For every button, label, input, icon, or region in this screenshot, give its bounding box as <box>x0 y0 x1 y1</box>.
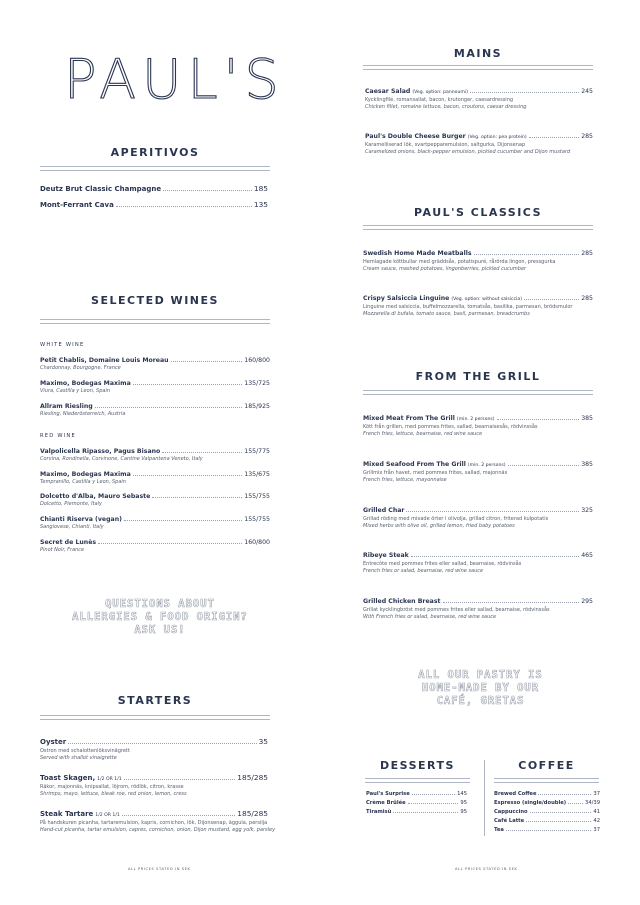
item-price: 285 <box>581 295 593 302</box>
item-name: Grilled Chicken Breast <box>363 598 441 605</box>
item-option: 1/2 OR 1/1 <box>95 813 120 818</box>
item-name: Tea <box>494 827 504 833</box>
wine-price: 135/675 <box>244 471 270 478</box>
item-price: 325 <box>581 507 593 514</box>
aperitivo-item <box>40 200 268 209</box>
grill-item <box>363 598 593 620</box>
notice-line: HOME-MADE BY OUR <box>421 682 540 694</box>
item-desc-sv: Kött från grillen, med pommes frites, sallad, bearnaisesås, rödvinssås <box>363 424 538 430</box>
wine-name: Secret de Lunès <box>40 539 97 546</box>
aperitivo-item <box>40 184 268 193</box>
item-name: Steak Tartare <box>40 810 94 818</box>
white-wine-heading: WHITE WINE <box>40 342 85 348</box>
item-desc-sv: Grillmix från havet, med pommes frites, sallad, majonnäs <box>363 470 508 476</box>
item-price: 385 <box>581 415 593 422</box>
wine-item <box>40 403 270 417</box>
wine-name: Petit Chablis, Domaine Louis Moreau <box>40 357 169 364</box>
wine-desc: Pinot Noir, France <box>40 547 85 553</box>
price-footnote: ALL PRICES STATED IN SEK <box>128 867 191 871</box>
wine-name: Maximo, Bodegas Maxima <box>40 380 131 387</box>
item-desc-en: French fries, lettuce, mayonnaise <box>363 477 447 483</box>
item-desc-sv: Karamelliserad lök, svartpepparemulsion, saltgurka, Dijonsenap <box>365 142 526 148</box>
grill-item <box>363 552 593 574</box>
item-price: 465 <box>581 552 593 559</box>
item-price: 245 <box>581 88 593 95</box>
starters-rule <box>40 715 270 720</box>
item-price: 37 <box>593 791 600 797</box>
item-desc-en: French fries or salad, bearnaise, red wine sauce <box>363 568 484 574</box>
wine-price: 135/725 <box>244 380 270 387</box>
grill-rule <box>363 390 593 395</box>
notice-line: ALLERGIES & FOOD ORIGIN? <box>72 611 248 623</box>
item-price: 285 <box>581 250 593 257</box>
item-desc-en: French fries, lettuce, bearnaise, red wine sauce <box>363 431 483 437</box>
classic-item <box>363 250 593 272</box>
item-desc-en: Hand-cut picanha, tartar emulsion, capres, cornichon, onion, Dijon mustard, egg yolk, parsley <box>40 827 276 833</box>
grill-item <box>363 415 593 437</box>
dessert-item <box>366 791 467 797</box>
coffee-rule <box>494 778 599 783</box>
classic-item <box>363 295 593 317</box>
wine-item <box>40 380 270 394</box>
starter-item <box>40 809 276 833</box>
item-name: Crème Brûlée <box>366 800 406 806</box>
grill-title: FROM THE GRILL <box>415 370 541 383</box>
restaurant-logo <box>64 48 285 111</box>
item-name: Brewed Coffee <box>494 791 537 797</box>
allergy-notice <box>60 598 260 637</box>
notice-line: ALL OUR PASTRY IS <box>418 669 543 681</box>
wine-item <box>40 357 270 371</box>
item-price: 285 <box>581 133 593 140</box>
logo-text: PAUL'S <box>64 48 285 111</box>
desserts-title: DESSERTS <box>380 759 455 772</box>
pastry-notice <box>383 669 578 708</box>
item-name: Paul's Surprise <box>366 791 410 797</box>
item-desc-sv: Linguine med salsiccia, buffelmozzarella, tomatsås, basilika, parmesan, brödsmulor <box>363 304 573 310</box>
item-name: Mixed Meat From The Grill <box>363 415 455 422</box>
item-desc-en: Caramelized onions, black-pepper emulsion, pickled cucumber and Dijon mustard <box>365 149 571 155</box>
desserts-rule <box>365 778 470 783</box>
item-name: Deutz Brut Classic Champagne <box>40 185 162 193</box>
item-name: Crispy Salsiccia Linguine <box>363 295 450 302</box>
item-desc-sv: Räkor, majonnäs, knipsallat, löjrom, rödlök, citron, krasse <box>40 784 184 790</box>
wine-item <box>40 516 270 530</box>
item-option: (Veg. option: pea protein) <box>467 135 527 140</box>
grill-item <box>363 507 593 529</box>
item-desc-sv: Hemlagade köttbullar med gräddsås, potatispuré, rårörda lingon, pressgurka <box>363 259 556 265</box>
notice-line: QUESTIONS ABOUT <box>105 598 215 610</box>
item-price: 35 <box>258 737 268 746</box>
item-price: 145 <box>457 791 467 797</box>
wines-title: SELECTED WINES <box>91 294 219 307</box>
classics-rule <box>363 225 593 230</box>
wine-desc: Riesling, Niederösterreich, Austria <box>40 411 126 417</box>
wine-desc: Sangiovese, Chianti, Italy <box>40 524 104 530</box>
wines-rule <box>40 319 270 324</box>
item-name: Ribeye Steak <box>363 552 409 559</box>
item-price: 95 <box>460 809 467 815</box>
item-desc-en: Chicken fillet, romaine lettuce, bacon, croutons, caesar dressing <box>365 104 527 110</box>
logo-svg <box>64 48 285 111</box>
item-name: Mont-Ferrant Cava <box>40 201 114 209</box>
item-price: 185/285 <box>237 773 268 782</box>
item-option: 1/2 OR 1/1 <box>97 777 122 782</box>
item-price: 185 <box>253 184 268 193</box>
item-option: (Veg. option: pannoumi) <box>412 90 468 95</box>
wine-price: 160/800 <box>244 539 270 546</box>
coffee-item <box>494 791 600 797</box>
wine-name: Chianti Riserva (vegan) <box>40 516 122 523</box>
item-desc-sv: På handskuren picanha, tartaremulsion, kapris, cornichon, lök, Dijonsenap, äggula, persilja <box>40 820 268 826</box>
item-desc-en: Cream sauce, mashed potatoes, lingonberries, pickled cucumber <box>363 266 527 272</box>
grill-item <box>363 461 593 483</box>
item-price: 37 <box>593 827 600 833</box>
item-desc-sv: Entrecôte med pommes frites eller sallad, bearnaise, rödvinsås <box>363 561 522 567</box>
item-desc-en: Mixed herbs with olive oil, grilled lemon, fried baby potatoes <box>363 523 515 529</box>
wine-desc: Viura, Castilla y Leon, Spain <box>40 388 111 394</box>
aperitivos-title: APERITIVOS <box>110 146 200 159</box>
notice-line: CAFÉ, GRETAS <box>436 695 525 707</box>
wine-name: Maximo, Bodegas Maxima <box>40 471 131 478</box>
dessert-item <box>366 800 467 806</box>
starters-title: STARTERS <box>117 694 193 707</box>
aperitivos-rule <box>40 166 270 171</box>
wine-item <box>40 448 270 462</box>
wine-price: 155/755 <box>244 493 270 500</box>
coffee-item <box>494 809 600 815</box>
item-desc-sv: Ostron med schalottenlöksvinägrett <box>40 748 130 754</box>
wine-item <box>40 493 270 507</box>
item-desc-sv: Grillad röding med mixade örter i olivolja, grillad citron, friterad kulpotatis <box>363 516 549 522</box>
item-name: Cappuccino <box>494 809 528 815</box>
wine-price: 160/800 <box>244 357 270 364</box>
wine-desc: Chardonnay, Bourgogne, France <box>40 365 121 371</box>
wine-desc: Tempranillo, Castilla y Leon, Spain <box>40 479 126 485</box>
wine-price: 185/925 <box>244 403 270 410</box>
item-name: Swedish Home Made Meatballs <box>363 250 472 257</box>
item-desc-en: Shrimps, mayo, lettuce, bleak roe, red onion, lemon, cress <box>40 791 187 797</box>
price-footnote: ALL PRICES STATED IN SEK <box>455 867 518 871</box>
wine-desc: Corvina, Rondinella, Corvinone, Cantine Valpantena Veneto, Italy <box>40 456 203 462</box>
coffee-title: COFFEE <box>518 759 575 772</box>
red-wine-heading: RED WINE <box>40 433 76 439</box>
item-desc-sv: Grillat kycklingbröst med pommes frites eller sallad, bearnaise, rödvinssås <box>363 607 550 613</box>
starter-item <box>40 737 268 761</box>
item-price: 295 <box>581 598 593 605</box>
item-price: 95 <box>460 800 467 806</box>
coffee-item <box>494 800 600 806</box>
item-option: (min. 2 persons) <box>467 463 506 468</box>
item-name: Café Latte <box>494 818 525 824</box>
mains-rule <box>363 65 593 70</box>
mains-title: MAINS <box>453 47 503 60</box>
item-price: 185/285 <box>237 809 268 818</box>
item-name: Caesar Salad <box>365 88 411 95</box>
wine-price: 155/755 <box>244 516 270 523</box>
item-price: 385 <box>581 461 593 468</box>
main-item <box>365 88 593 110</box>
starter-item <box>40 773 268 797</box>
wine-name: Valpolicella Ripasso, Pagus Bisano <box>40 448 161 455</box>
item-price: 41 <box>593 809 600 815</box>
item-name: Mixed Seafood From The Grill <box>363 461 466 468</box>
item-price: 135 <box>253 200 268 209</box>
item-option: (min. 2 persons) <box>456 417 495 422</box>
wine-desc: Dolcetto, Piemonte, Italy <box>40 501 102 507</box>
item-name: Paul's Double Cheese Burger <box>365 133 466 140</box>
wine-name: Allram Riesling <box>40 403 93 410</box>
item-name: Espresso (single/double) <box>494 800 567 806</box>
wine-name: Dolcetto d'Alba, Mauro Sebaste <box>40 493 151 500</box>
item-price: 42 <box>593 818 600 824</box>
item-price: 34/39 <box>585 800 600 806</box>
item-name: Grilled Char <box>363 507 405 514</box>
wine-price: 155/775 <box>244 448 270 455</box>
item-name: Oyster <box>40 738 67 746</box>
item-name: Toast Skagen, <box>40 774 96 782</box>
item-option: (Veg. option: without salsiccia) <box>451 297 522 302</box>
item-desc-sv: Kycklingfilé, romansallat, bacon, krutonger, caesardressing <box>365 97 514 103</box>
item-desc-en: With French fries or salad, bearnaise, red wine sauce <box>363 614 497 620</box>
item-desc-en: Mozzarella di bufala, tomato sauce, basil, parmesan, breadcrumbs <box>363 311 530 317</box>
main-item <box>365 133 593 155</box>
coffee-item <box>494 827 600 833</box>
item-desc-en: Served with shallot vinaigrette <box>40 755 117 761</box>
notice-line: ASK US! <box>134 624 186 636</box>
wine-item <box>40 539 270 553</box>
column-divider <box>484 760 485 836</box>
classics-title: PAUL'S CLASSICS <box>413 206 543 219</box>
coffee-item <box>494 818 600 824</box>
item-name: Tiramisù <box>366 809 392 815</box>
wine-item <box>40 471 270 485</box>
dessert-item <box>366 809 467 815</box>
